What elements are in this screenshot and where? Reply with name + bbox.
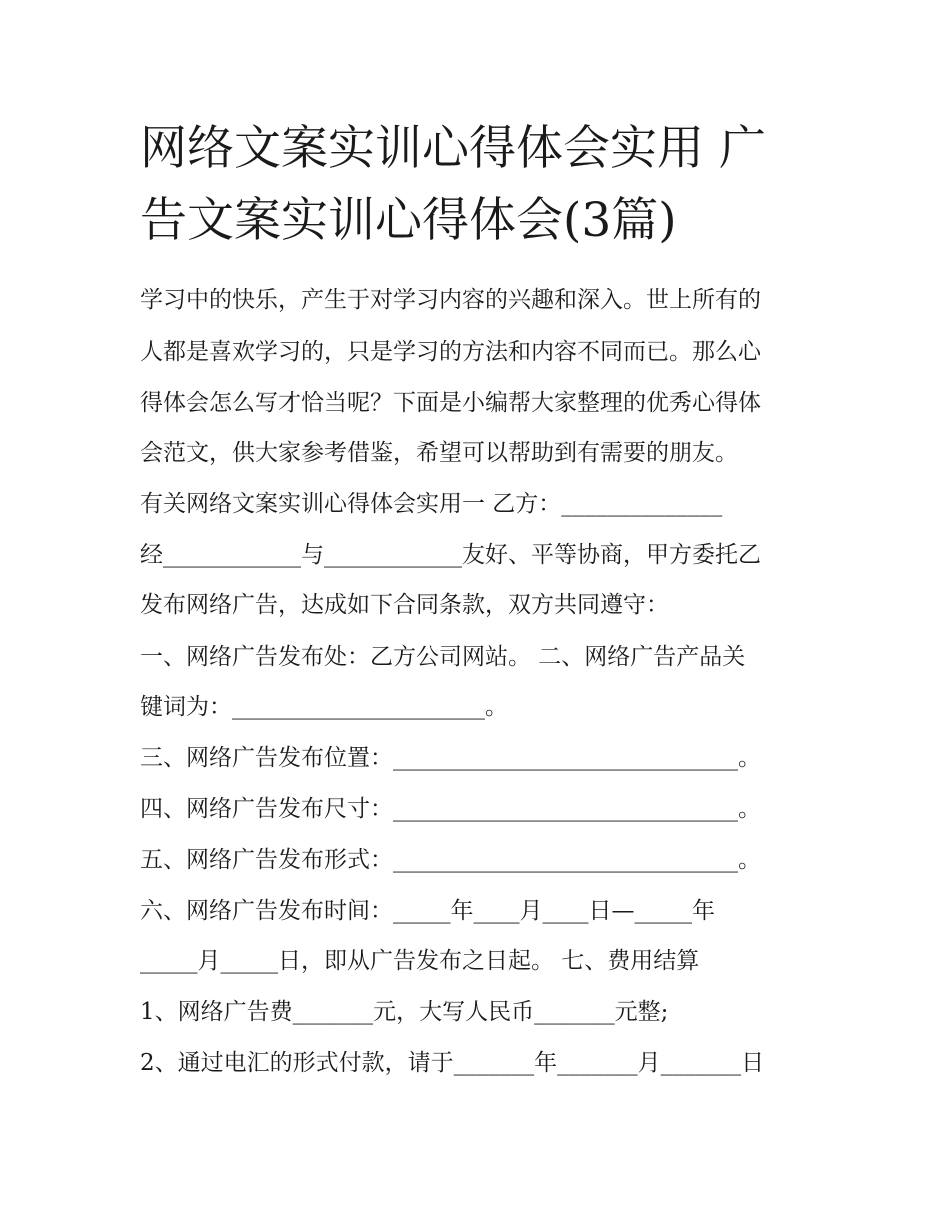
body-line-12: 五、网络广告发布形式：______________________________。 [140, 847, 761, 873]
body-line-8: 一、网络广告发布处：乙方公司网站。 二、网络广告产品关 [140, 644, 746, 670]
body-line-2: 人都是喜欢学习的，只是学习的方法和内容不同而已。那么心 [140, 339, 761, 365]
body-line-15: 1、网络广告费_______元，大写人民币_______元整; [140, 999, 669, 1025]
body-line-14: _____月_____日，即从广告发布之日起。 七、费用结算 [140, 948, 700, 974]
body-line-4: 会范文，供大家参考借鉴，希望可以帮助到有需要的朋友。 [140, 440, 738, 466]
body-line-10: 三、网络广告发布位置：______________________________。 [140, 745, 761, 771]
title-line-1: 网络文案实训心得体会实用 广 [140, 121, 766, 176]
body-line-16: 2、通过电汇的形式付款，请于_______年_______月_______日 [140, 1050, 765, 1076]
body-line-3: 得体会怎么写才恰当呢？下面是小编帮大家整理的优秀心得体 [140, 390, 761, 416]
document-title [140, 113, 820, 257]
body-line-5: 有关网络文案实训心得体会实用一 乙方：______________ [140, 491, 723, 517]
title-line-2: 告文案实训心得体会(3篇) [140, 193, 677, 248]
body-line-13: 六、网络广告发布时间：_____年____月____日—_____年 [140, 898, 715, 924]
body-line-9: 键词为：______________________。 [140, 694, 508, 720]
body-line-7: 发布网络广告，达成如下合同条款，双方共同遵守： [140, 592, 669, 618]
body-line-1: 学习中的快乐，产生于对学习内容的兴趣和深入。世上所有的 [140, 287, 761, 313]
body-line-6: 经____________与____________友好、平等协商，甲方委托乙 [140, 542, 761, 568]
body-line-11: 四、网络广告发布尺寸：______________________________。 [140, 796, 761, 822]
